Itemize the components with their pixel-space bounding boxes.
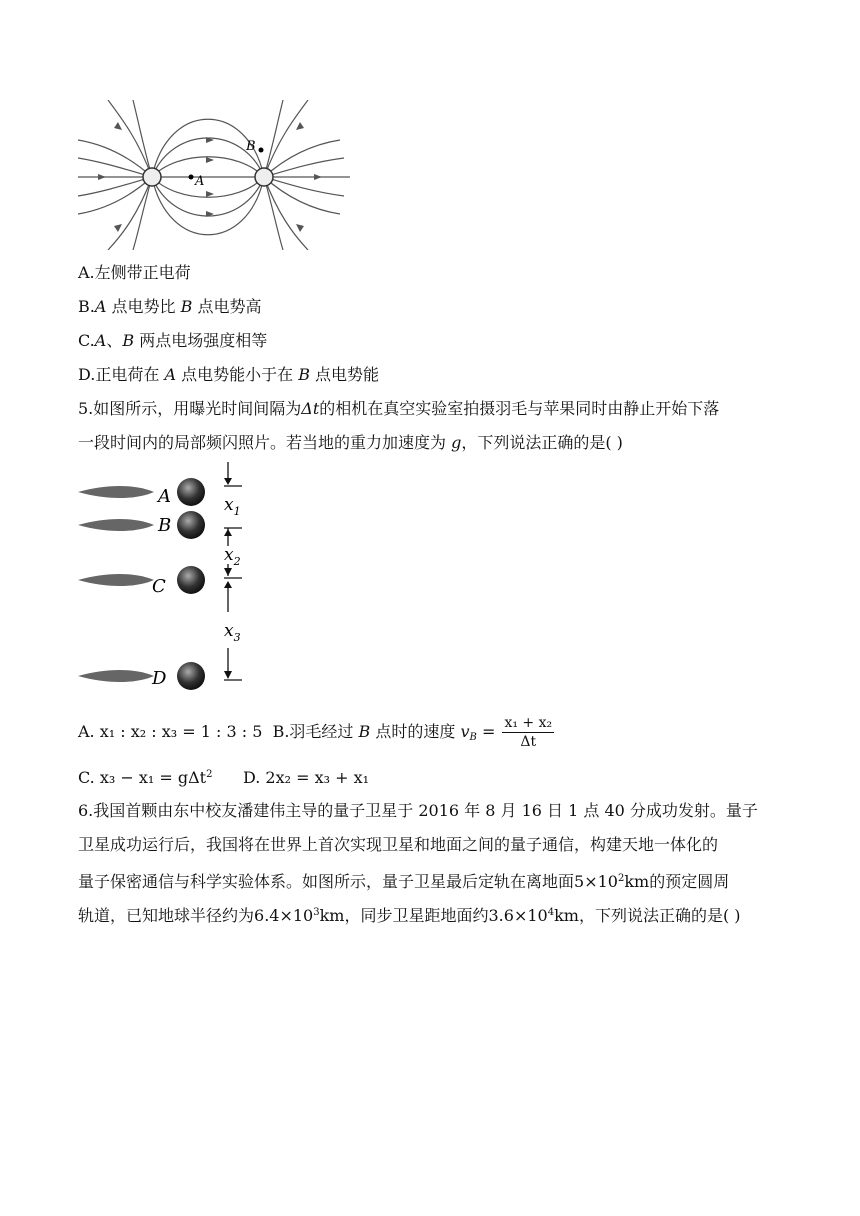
q4-option-a: A.左侧带正电荷	[78, 263, 191, 282]
electric-field-figure	[78, 100, 350, 250]
row-a	[78, 478, 205, 507]
point-b	[259, 148, 264, 153]
q4-option-c: C.A、B 两点电场强度相等	[78, 331, 268, 350]
q5-stem-line1: 5.如图所示，用曝光时间间隔为Δt的相机在真空实验室拍摄羽毛与苹果同时由静止开始下落	[78, 399, 720, 418]
point-a	[189, 175, 194, 180]
q6-line2: 卫星成功运行后，我国将在世界上首次实现卫星和地面之间的量子通信，构建天地一体化的	[78, 835, 719, 854]
q6-line4: 轨道，已知地球半径约为$6.4\times 10^3km$，同步卫星距地面约$3.6\times 10^4km$，下列说法正确的是( )	[78, 906, 741, 925]
q5-stem-line2: 一段时间内的局部频闪照片。若当地的重力加速度为 g，下列说法正确的是( )	[78, 433, 623, 452]
q5-options-ab: A. x₁ : x₂ : x₃ = 1 : 3 : 5 B.羽毛经过 B 点时的速度 $v_B$ = $\frac{\text{x₁ + x₂}}{\Delta t}$	[78, 715, 553, 750]
q6-line1: 6.我国首颗由东中校友潘建伟主导的量子卫星于 2016 年 8 月 16 日 1 点 40 分成功发射。量子	[78, 801, 758, 820]
label-row-c: C	[152, 576, 166, 597]
x3-label: $x_3$	[224, 621, 241, 644]
label-row-d: D	[152, 668, 167, 689]
label-b: B	[246, 139, 256, 154]
row-c	[78, 566, 205, 597]
velocity-fraction: $\frac{\text{x₁ + x₂}}{\Delta t}$	[504, 715, 553, 750]
apple-icon	[177, 511, 205, 539]
feather-icon	[78, 519, 154, 531]
label-row-a: A	[158, 486, 171, 507]
apple-icon	[177, 662, 205, 690]
x2-label: $x_2$	[224, 545, 241, 568]
label-a: A	[195, 174, 205, 189]
apple-icon	[177, 478, 205, 506]
apple-icon	[177, 566, 205, 594]
row-d	[78, 662, 205, 690]
right-charge	[255, 168, 273, 186]
q4-option-d: D.正电荷在 A 点电势能小于在 B 点电势能	[78, 365, 380, 384]
q6-line3: 量子保密通信与科学实验体系。如图所示，量子卫星最后定轨在离地面$5\times 10^2km$的预定圆周	[78, 872, 730, 891]
row-b	[78, 511, 205, 539]
feather-icon	[78, 486, 154, 498]
label-row-b: B	[158, 515, 172, 536]
freefall-figure	[76, 462, 276, 694]
q5-options-cd: C. x₃ − x₁ = gΔt$^2$ D. 2x₂ = x₃ + x₁	[78, 768, 370, 787]
q4-option-b: B.A 点电势比 B 点电势高	[78, 297, 262, 316]
x1-label: $x_1$	[224, 495, 241, 518]
feather-icon	[78, 670, 154, 682]
feather-icon	[78, 574, 154, 586]
left-charge	[143, 168, 161, 186]
